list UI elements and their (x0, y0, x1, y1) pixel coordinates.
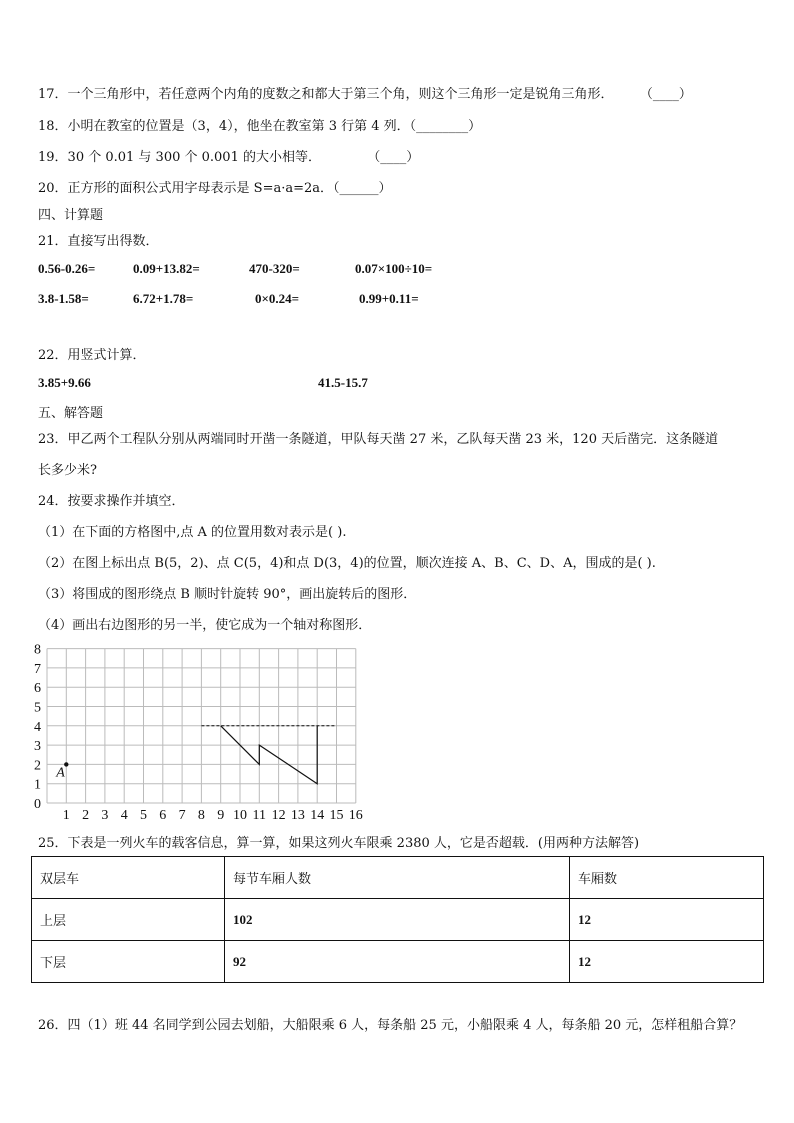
table-row (32, 941, 764, 983)
x-tick-label: 3 (101, 808, 109, 820)
question-19-text: 19．30 个 0.01 与 300 个 0.001 的大小相等． (38, 150, 321, 165)
question-24-part2: （2）在图上标出点 B(5，2)、点 C(5，4)和点 D(3，4)的位置，顺次连接 A、B、C、D、A，围成的是( ). (38, 556, 656, 571)
x-tick-label: 14 (310, 808, 325, 820)
y-tick-label: 6 (34, 681, 41, 697)
question-24: 24．按要求操作并填空． (38, 494, 185, 509)
section-heading-4: 四、计算题 (38, 208, 104, 223)
question-25: 25．下表是一列火车的载客信息，算一算，如果这列火车限乘 2380 人，它是否超载．(用两种方法解答) (38, 836, 640, 851)
y-tick-label: 2 (34, 758, 41, 774)
question-22: 22．用竖式计算． (38, 348, 146, 363)
x-tick-label: 9 (217, 808, 225, 820)
x-tick-label: 8 (197, 808, 205, 820)
question-23-line2: 长多少米? (38, 463, 97, 478)
x-tick-label: 12 (271, 808, 286, 820)
x-tick-label: 4 (120, 808, 128, 820)
table-cell (570, 941, 764, 983)
x-tick-label: 2 (82, 808, 90, 820)
calc-item: 0×0.24= (255, 291, 300, 306)
x-tick-label: 15 (329, 808, 344, 820)
y-tick-label: 1 (34, 777, 41, 793)
table-cell: 上层 (32, 899, 225, 941)
x-tick-label: 7 (178, 808, 186, 820)
question-24-part1: （1）在下面的方格图中,点 A 的位置用数对表示是( ). (38, 525, 347, 540)
table-row (32, 899, 764, 941)
table-cell (225, 899, 570, 941)
answer-blank-20[interactable]: （______） (333, 181, 392, 196)
answer-blank-19[interactable]: （____） (367, 150, 420, 165)
y-tick-label: 5 (34, 700, 41, 716)
calc-item: 6.72+1.78= (133, 291, 194, 306)
calc-item: 470-320= (249, 261, 300, 276)
x-tick-label: 10 (233, 808, 247, 820)
question-17 (38, 83, 692, 102)
calc-item: 3.8-1.58= (38, 291, 89, 306)
question-26: 26．四（1）班 44 名同学到公园去划船，大船限乘 6 人，每条船 25 元，小船限乘 4 人，每条船 20 元，怎样租船合算？ (38, 1018, 743, 1033)
question-23-line1: 23．甲乙两个工程队分别从两端同时开凿一条隧道，甲队每天凿 27 米，乙队每天凿 23 米，120 天后凿完．这条隧道 (38, 432, 719, 447)
x-tick-label: 11 (252, 808, 267, 820)
vertical-calc-item: 3.85+9.66 (38, 375, 91, 390)
x-tick-label: 5 (140, 808, 147, 820)
x-tick-label: 6 (159, 808, 167, 820)
x-tick-label: 13 (290, 808, 305, 820)
table-cell-value: 102 (233, 911, 253, 927)
question-21: 21．直接写出得数． (38, 234, 159, 249)
y-tick-label: 4 (34, 719, 41, 735)
calc-item: 0.56-0.26= (38, 261, 96, 276)
table-header-cell: 车厢数 (570, 857, 764, 899)
calc-item: 0.09+13.82= (133, 261, 200, 276)
table-cell-value: 12 (578, 953, 591, 969)
question-18 (38, 115, 481, 134)
question-24-part4: （4）画出右边图形的另一半，使它成为一个轴对称图形． (38, 618, 372, 633)
table-cell (570, 899, 764, 941)
table-cell-value: 92 (233, 953, 246, 969)
coordinate-grid[interactable] (30, 640, 370, 820)
y-tick-label: 3 (34, 739, 41, 755)
x-tick-label: 1 (62, 808, 70, 820)
answer-blank-18[interactable]: （________） (409, 119, 482, 134)
table-cell-value: 12 (578, 911, 591, 927)
x-tick-label: 16 (348, 808, 363, 820)
question-20 (38, 177, 392, 196)
section-heading-5: 五、解答题 (38, 406, 104, 421)
train-passenger-table (31, 856, 764, 983)
point-a-label: A (56, 765, 65, 781)
half-figure-shape (221, 726, 318, 784)
question-20-text: 20．正方形的面积公式用字母表示是 S=a·a=2a． (38, 181, 334, 196)
y-tick-label: 8 (34, 642, 41, 658)
table-header-cell: 双层车 (32, 857, 225, 899)
table-header-cell: 每节车厢人数 (225, 857, 570, 899)
question-24-part3: （3）将围成的图形绕点 B 顺时针旋转 90°，画出旋转后的图形． (38, 587, 417, 602)
calc-item: 0.99+0.11= (359, 291, 419, 306)
vertical-calc-item: 41.5-15.7 (318, 375, 368, 390)
question-19 (38, 146, 419, 165)
table-cell (225, 941, 570, 983)
y-tick-label: 0 (34, 797, 41, 812)
y-tick-label: 7 (34, 661, 41, 677)
table-header-row (32, 857, 764, 899)
question-17-text: 17．一个三角形中，若任意两个内角的度数之和都大于第三个角，则这个三角形一定是锐角三角形． (38, 87, 614, 102)
question-18-text: 18．小明在教室的位置是（3，4），他坐在教室第 3 行第 4 列． (38, 119, 410, 134)
answer-blank-17[interactable]: （____） (639, 87, 692, 102)
table-cell: 下层 (32, 941, 225, 983)
calc-item: 0.07×100÷10= (355, 261, 433, 276)
